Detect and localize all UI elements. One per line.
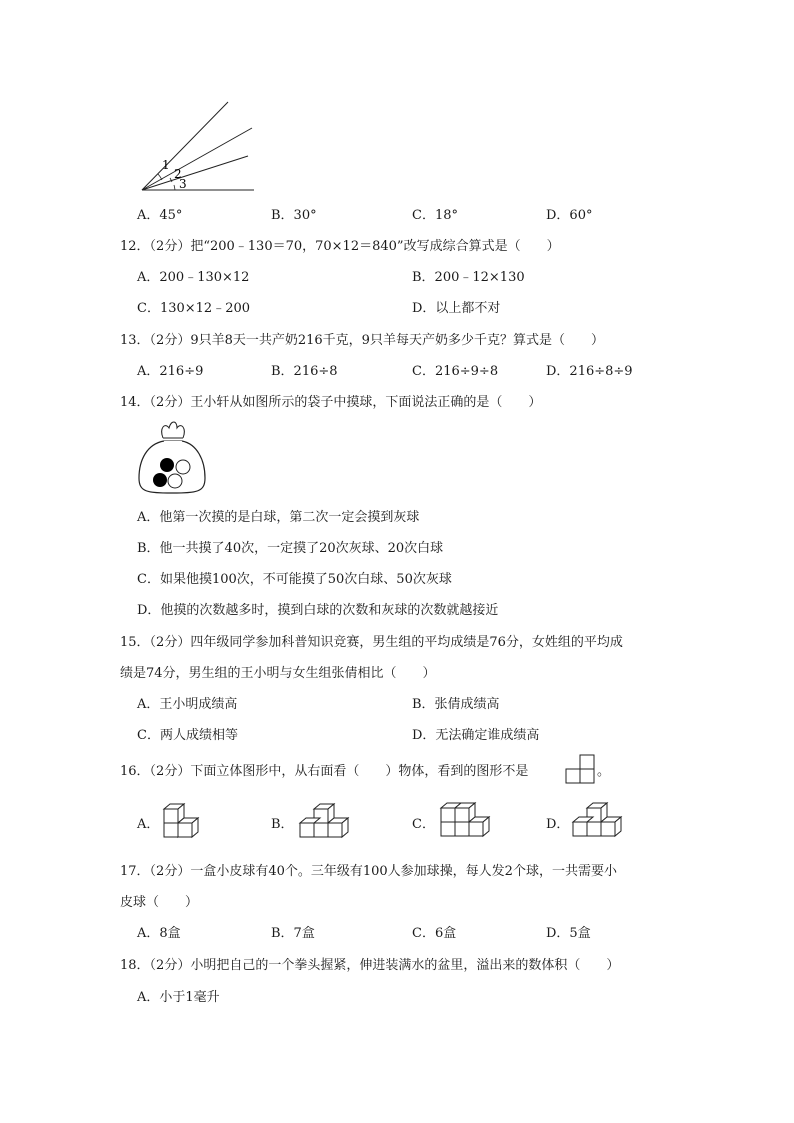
q12-option-a[interactable]: A．200﹣130×12	[137, 270, 250, 285]
cubes-figure-d	[569, 800, 633, 844]
q14-option-c[interactable]: C．如果他摸100次，不可能摸了50次白球、50次灰球	[137, 572, 452, 587]
black-ball	[153, 473, 167, 487]
q16-option-c[interactable]: C．	[412, 817, 435, 832]
q11-option-a[interactable]: A．45°	[137, 208, 183, 223]
q14-option-d[interactable]: D．他摸的次数越多时，摸到白球的次数和灰球的次数就越接近	[137, 603, 499, 618]
q16-option-a[interactable]: A．	[137, 817, 160, 832]
q17-stem-line2: 皮球（ ）	[120, 895, 199, 910]
q17-option-d[interactable]: D．5盒	[546, 926, 591, 941]
q12-option-b[interactable]: B．200﹣12×130	[412, 270, 525, 285]
q18-option-a[interactable]: A．小于1毫升	[137, 990, 220, 1005]
q13-option-c[interactable]: C．216÷9÷8	[412, 364, 499, 379]
q13-stem: 13．（2分）9只羊8天一共产奶216千克，9只羊每天产奶多少千克？算式是（ ）	[120, 333, 604, 348]
q12-stem: 12．（2分）把“200﹣130＝70，70×12＝840”改写成综合算式是（ ）	[120, 239, 560, 254]
q15-option-a[interactable]: A．王小明成绩高	[137, 697, 238, 712]
angle-figure	[136, 98, 266, 198]
q15-stem-line2: 绩是74分，男生组的王小明与女生组张倩相比（ ）	[120, 666, 436, 681]
q15-option-c[interactable]: C．两人成绩相等	[137, 728, 238, 743]
q12-option-c[interactable]: C．130×12﹣200	[137, 301, 251, 316]
q13-option-a[interactable]: A．216÷9	[137, 364, 204, 379]
q17-option-c[interactable]: C．6盒	[412, 926, 457, 941]
cubes-figure-a	[160, 803, 210, 843]
q15-option-b[interactable]: B．张倩成绩高	[412, 697, 500, 712]
q14-option-b[interactable]: B．他一共摸了40次，一定摸了20次灰球、20次白球	[137, 541, 444, 556]
q13-option-b[interactable]: B．216÷8	[271, 364, 338, 379]
q16-stem: 16．（2分）下面立体图形中，从右面看（ ）物体，看到的图形不是	[120, 764, 529, 779]
q16-option-d[interactable]: D．	[546, 817, 570, 832]
white-ball	[176, 460, 190, 474]
white-ball	[168, 474, 182, 488]
angle-label-3: 3	[179, 177, 187, 191]
q14-stem: 14．（2分）王小轩从如图所示的袋子中摸球，下面说法正确的是（ ）	[120, 395, 542, 410]
cubes-figure-c	[437, 800, 501, 844]
q14-option-a[interactable]: A．他第一次摸的是白球，第二次一定会摸到灰球	[137, 510, 420, 525]
q15-stem-line1: 15．（2分）四年级同学参加科普知识竞赛，男生组的平均成绩是76分，女姓组的平均成	[120, 635, 623, 650]
q16-option-b[interactable]: B．	[271, 817, 294, 832]
q11-option-b[interactable]: B．30°	[271, 208, 317, 223]
q17-option-b[interactable]: B．7盒	[271, 926, 315, 941]
ball-bag-figure	[137, 420, 207, 496]
angle-label-2: 2	[174, 167, 182, 181]
q11-option-c[interactable]: C．18°	[412, 208, 458, 223]
side-view-shape	[565, 754, 601, 786]
black-ball	[160, 458, 174, 472]
q17-stem-line1: 17．（2分）一盒小皮球有40个。三年级有100人参加球操，每人发2个球，一共需要小	[120, 864, 617, 879]
q16-stem-end: 。	[597, 764, 611, 779]
q11-option-d[interactable]: D．60°	[546, 208, 593, 223]
q15-option-d[interactable]: D．无法确定谁成绩高	[412, 728, 540, 743]
q18-stem: 18．（2分）小明把自己的一个拳头握紧，伸进装满水的盆里，溢出来的数体积（ ）	[120, 958, 620, 973]
q17-option-a[interactable]: A．8盒	[137, 926, 181, 941]
angle-label-1: 1	[162, 158, 170, 172]
q12-option-d[interactable]: D．以上都不对	[412, 301, 501, 316]
q13-option-d[interactable]: D．216÷8÷9	[546, 364, 633, 379]
cubes-figure-b	[296, 803, 360, 843]
